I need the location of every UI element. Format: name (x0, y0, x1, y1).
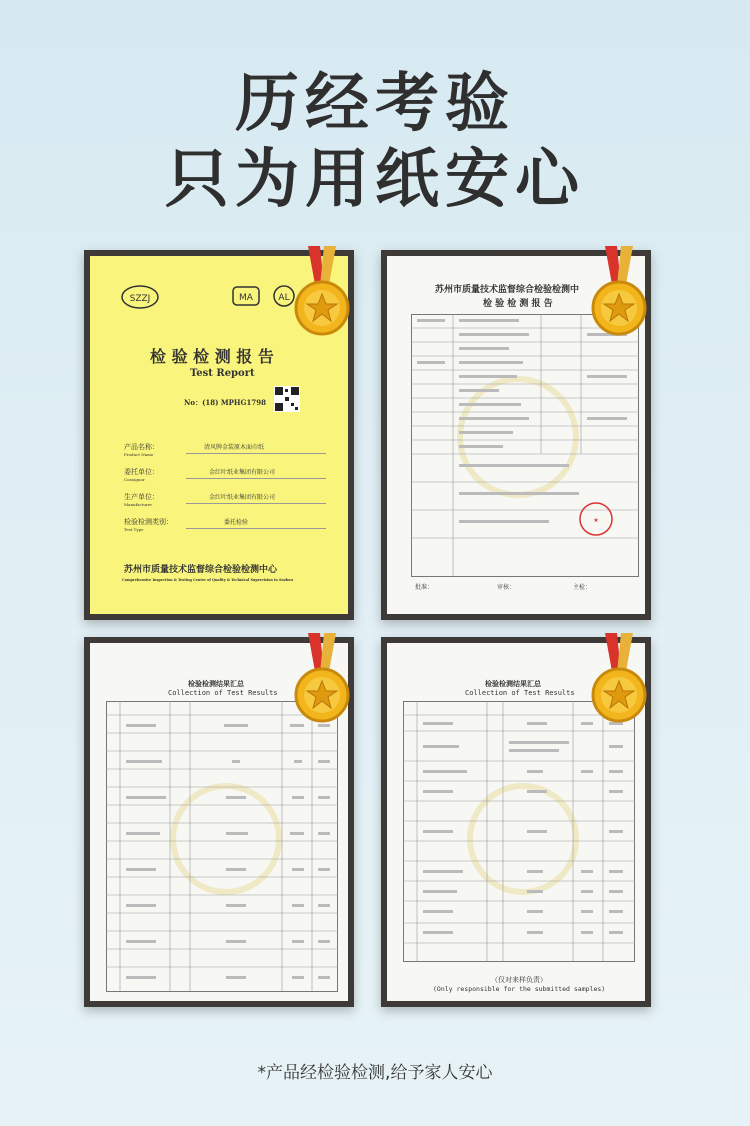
gold-medal-icon (587, 633, 651, 729)
report-subtitle: 检 验 检 测 报 告 (483, 299, 553, 309)
cover-org: 苏州市质量技术监督综合检验检测中心 (124, 565, 278, 575)
field-label-en: Manufacturer (124, 502, 153, 507)
cover-field-row (114, 517, 314, 539)
cover-number: No：(18) MPHG1798 (184, 398, 266, 407)
cover-field-row (114, 492, 314, 514)
field-label: 产品名称： (124, 443, 159, 451)
field-label-en: Product Name (124, 452, 154, 457)
field-label-en: Test Type (124, 527, 144, 532)
cover-org-en: Comprehensive Inspection & Testing Center of Quality & Technical Supervision in Suzhou (122, 578, 293, 582)
results-title: 检验检测结果汇总 (485, 679, 541, 688)
cover-field-row (114, 442, 314, 464)
results-title-en: Collection of Test Results (168, 689, 278, 697)
svg-text:★: ★ (593, 517, 599, 524)
report-signer-review: 审核： (497, 584, 516, 591)
field-label-en: Consignor (124, 477, 145, 482)
cma-mark-icon (232, 286, 260, 306)
svg-text:AL: AL (278, 293, 290, 303)
results-title-en: Collection of Test Results (465, 689, 575, 697)
gold-medal-icon (587, 246, 651, 342)
field-value: 清风牌金装原木面巾纸 (204, 444, 265, 451)
cover-title: 检 验 检 测 报 告 (150, 347, 274, 366)
results-title: 检验检测结果汇总 (188, 679, 244, 688)
field-value: 金红叶纸业集团有限公司 (209, 494, 276, 501)
report-table (411, 314, 639, 584)
gold-medal-icon (290, 246, 354, 342)
field-label: 生产单位： (124, 493, 159, 501)
cover-field-row (114, 467, 314, 489)
field-value: 委托检验 (224, 519, 249, 526)
field-label: 检验检测类别： (124, 518, 173, 526)
headline-line2: 只为用纸安心 (165, 143, 585, 217)
field-label: 委托单位： (124, 468, 159, 476)
gold-medal-icon (290, 633, 354, 729)
cert-logo-icon (120, 284, 160, 310)
results-footer-en: (Only responsible for the submitted samples) (433, 985, 606, 993)
report-signer-approve: 批准： (415, 584, 434, 591)
qr-code-icon (274, 386, 300, 412)
report-title: 苏州市质量技术监督综合检验检测中 (435, 285, 580, 295)
results-table (106, 701, 338, 993)
footnote: *产品经检验检测,给予家人安心 (257, 1063, 493, 1083)
cover-subtitle: Test Report (190, 368, 255, 379)
report-signer-main: 主检： (573, 584, 592, 591)
field-value: 金红叶纸业集团有限公司 (209, 469, 276, 476)
headline-line1: 历经考验 (235, 67, 515, 141)
results-footer: （仅对来样负责） (491, 976, 547, 984)
svg-text:MA: MA (239, 293, 253, 303)
svg-text:SZZJ: SZZJ (129, 294, 151, 304)
results-table (403, 701, 635, 963)
